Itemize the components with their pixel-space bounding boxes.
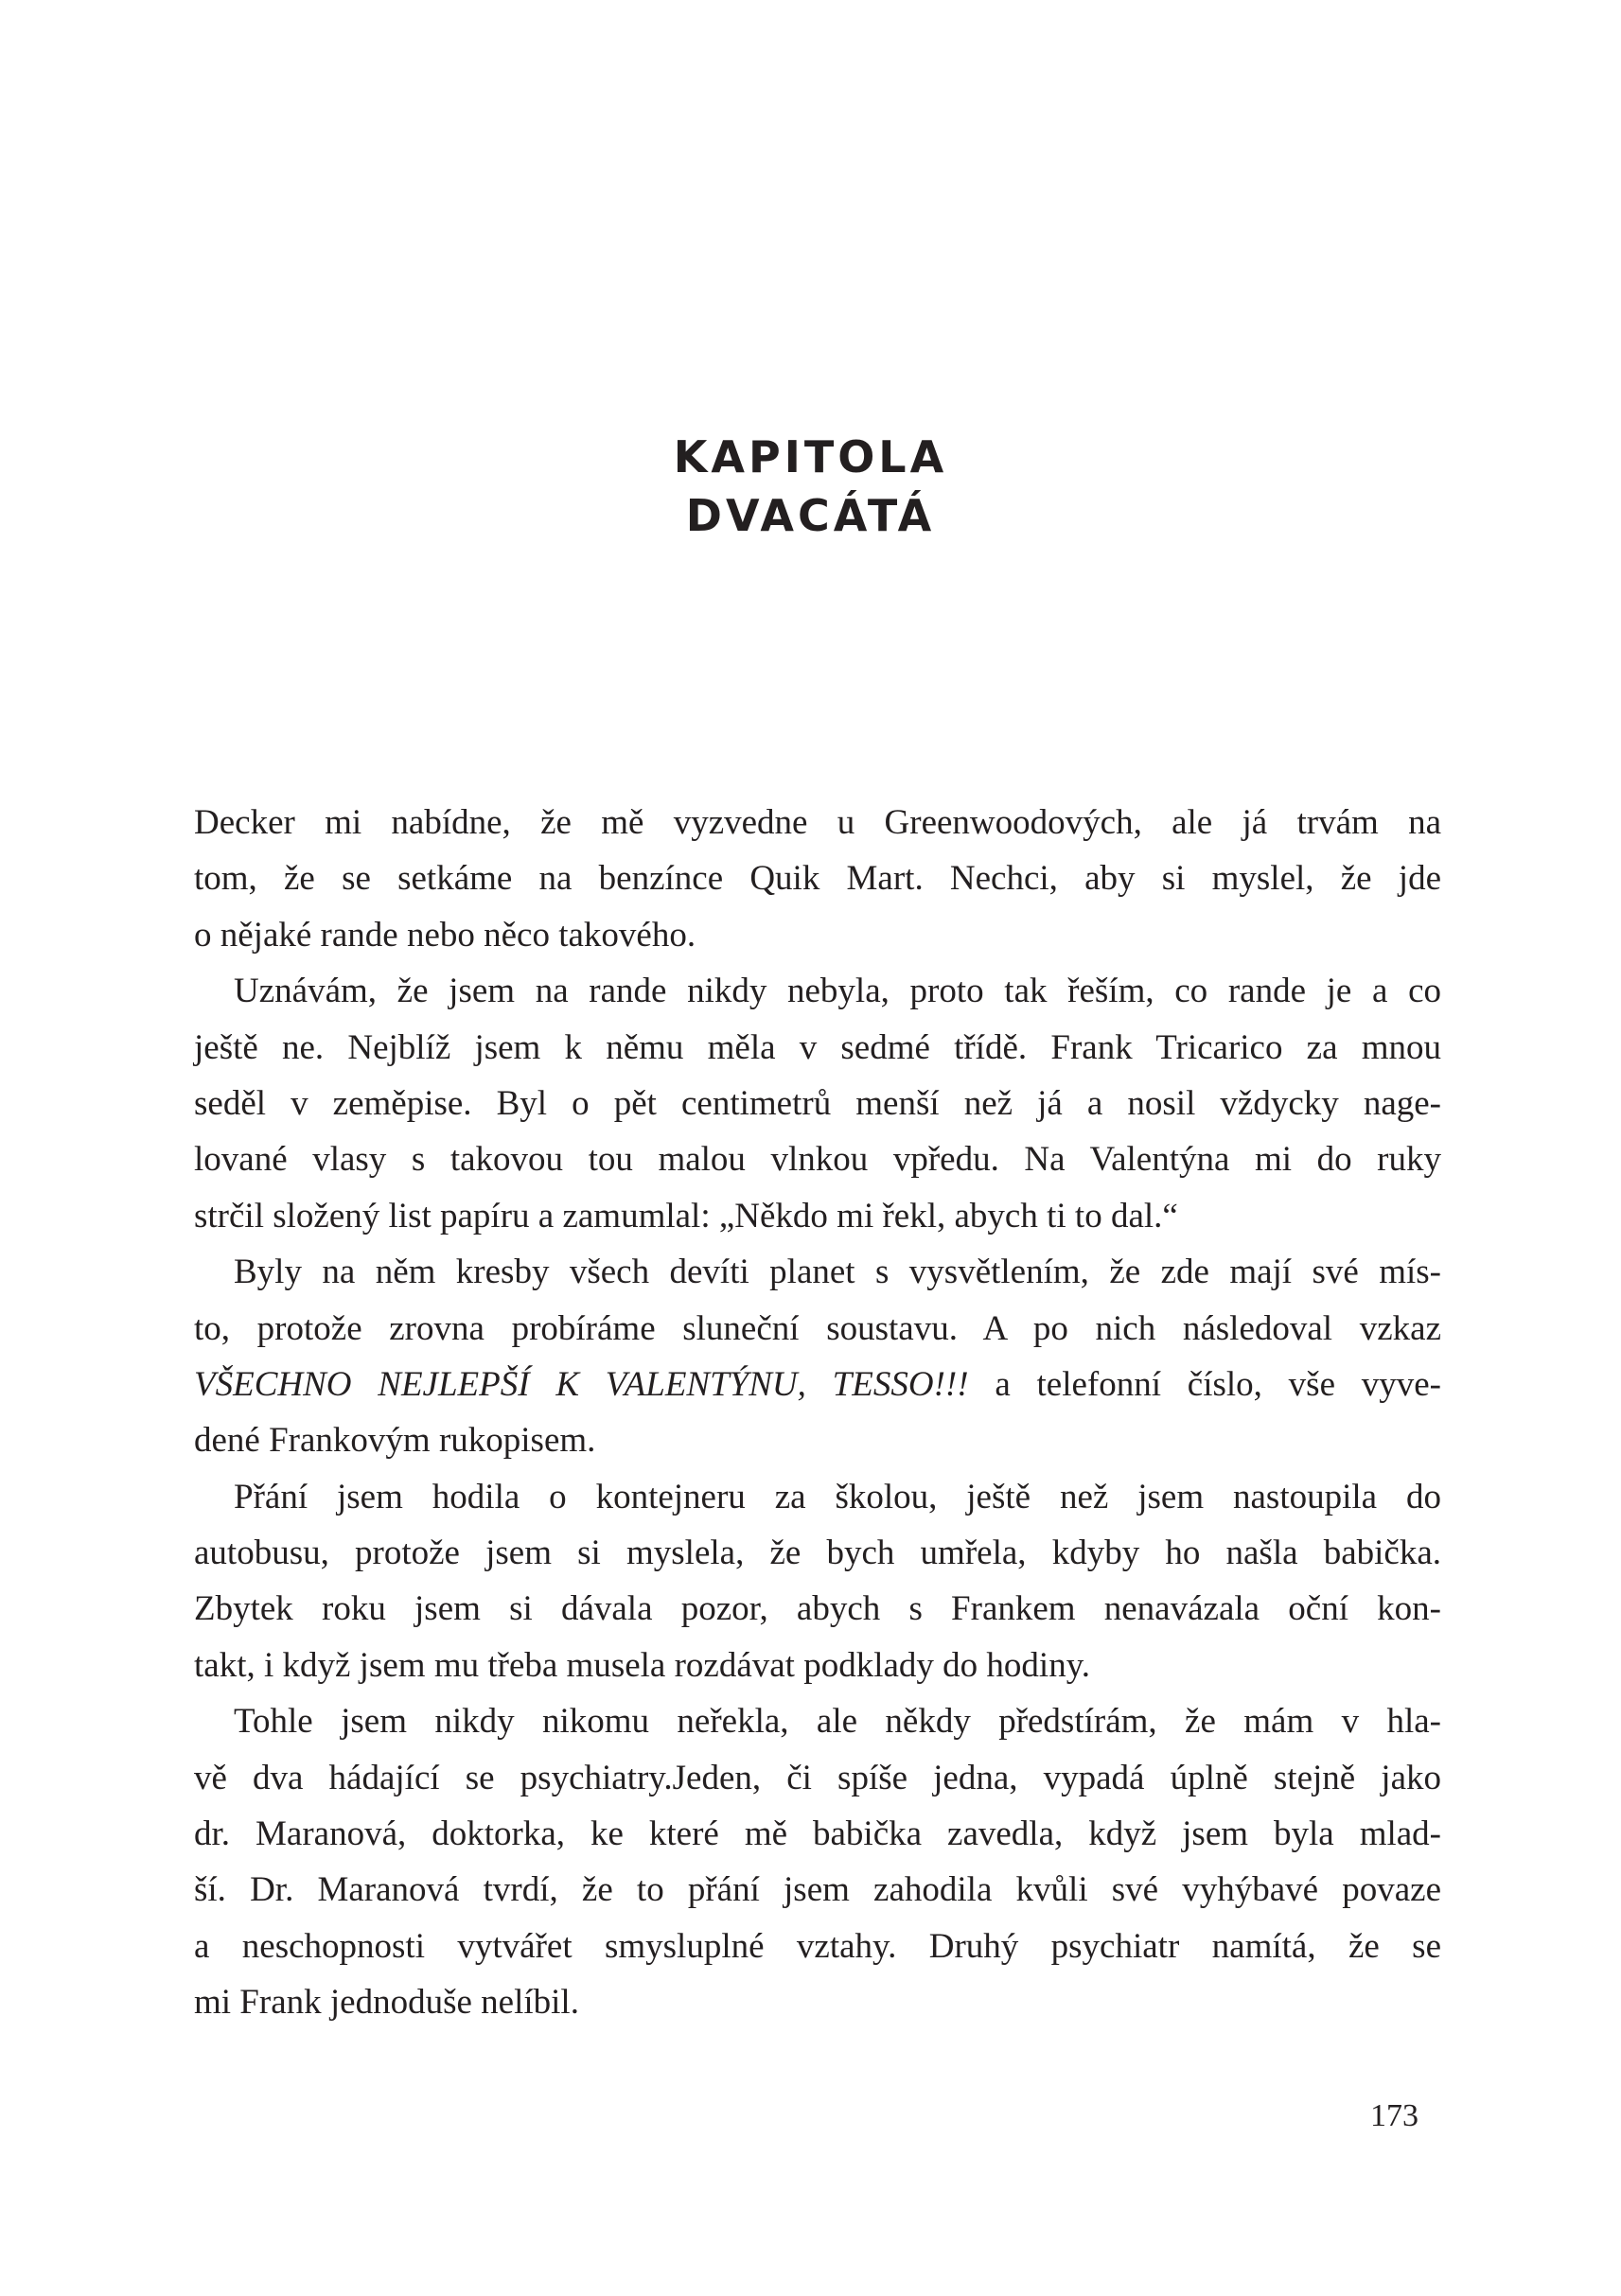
chapter-heading-line2: DVACÁTÁ bbox=[685, 490, 936, 541]
body-text bbox=[194, 795, 1441, 2031]
text-line: Byly na něm kresby všech devíti planet s vysvětlením, že zde mají své mís- bbox=[234, 1253, 1441, 1292]
text-line: Decker mi nabídne, že mě vyzvedne u Greenwoodových, ale já trvám na bbox=[194, 803, 1441, 842]
text-line: Zbytek roku jsem si dávala pozor, abych s Frankem nenavázala oční kon- bbox=[194, 1589, 1441, 1629]
text-line: ještě ne. Nejblíž jsem k němu měla v sedmé třídě. Frank Tricarico za mnou bbox=[194, 1027, 1441, 1067]
text-line: o nějaké rande nebo něco takového. bbox=[194, 915, 696, 955]
text-line: Přání jsem hodila o kontejneru za školou, ještě než jsem nastoupila do bbox=[234, 1477, 1441, 1516]
page-number: 173 bbox=[1370, 2098, 1418, 2133]
text-line: Uznávám, že jsem na rande nikdy nebyla, proto tak řeším, co rande je a co bbox=[234, 972, 1441, 1011]
chapter-heading-line1: KAPITOLA bbox=[673, 431, 948, 482]
text-line: strčil složený list papíru a zamumlal: „Někdo mi řekl, abych ti to dal.“ bbox=[194, 1196, 1178, 1236]
text-line: ší. Dr. Maranová tvrdí, že to přání jsem zahodila kvůli své vyhýbavé povaze bbox=[194, 1870, 1441, 1910]
text-line: vě dva hádající se psychiatry.Jeden, či spíše jedna, vypadá úplně stejně jako bbox=[194, 1758, 1441, 1797]
text-line: dené Frankovým rukopisem. bbox=[194, 1421, 596, 1461]
text-line: a neschopnosti vytvářet smysluplné vztahy. Druhý psychiatr namítá, že se bbox=[194, 1926, 1441, 1966]
text-line: tom, že se setkáme na benzínce Quik Mart. Nechci, aby si myslel, že jde bbox=[194, 859, 1441, 899]
italic-message: VŠECHNO NEJLEPŠÍ K VALENTÝNU, TESSO!!! bbox=[194, 1364, 969, 1404]
text-line: autobusu, protože jsem si myslela, že bych umřela, kdyby ho našla babička. bbox=[194, 1534, 1441, 1573]
text-line: lované vlasy s takovou tou malou vlnkou vpředu. Na Valentýna mi do ruky bbox=[194, 1140, 1441, 1180]
text-line bbox=[194, 1357, 1441, 1412]
text-line: Tohle jsem nikdy nikomu neřekla, ale někdy předstírám, že mám v hla- bbox=[234, 1702, 1441, 1742]
text-line: dr. Maranová, doktorka, ke které mě babička zavedla, když jsem byla mlad- bbox=[194, 1814, 1441, 1854]
text-line: seděl v zeměpise. Byl o pět centimetrů menší než já a nosil vždycky nage- bbox=[194, 1083, 1441, 1123]
text-span: a telefonní číslo, vše vyve- bbox=[968, 1364, 1442, 1404]
text-line: mi Frank jednoduše nelíbil. bbox=[194, 1983, 579, 2023]
text-line: takt, i když jsem mu třeba musela rozdávat podklady do hodiny. bbox=[194, 1645, 1091, 1685]
text-line: to, protože zrovna probíráme sluneční soustavu. A po nich následoval vzkaz bbox=[194, 1308, 1441, 1348]
